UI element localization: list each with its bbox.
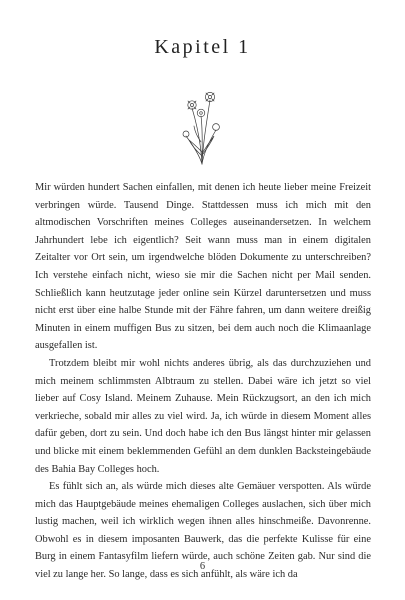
- paragraph: Mir würden hundert Sachen einfallen, mit denen ich heute lieber meine Freizeit verbringen würde. Tausend Dinge. Stattdessen muss ich mich mit den altmodischen Vorschriften meines Colleges auseinandersetzen. In welchem Jahrhundert lebe ich eigentlich? Seit wann muss man in einem digitalen Zeitalter vor Ort sein, um irgendwelche blöden Dokumente zu unterschreiben? Ich verstehe einfach nicht, wieso sie mir die Sachen nicht per Mail senden. Schließlich kann heutzutage jeder online sein Kürzel daruntersetzen und muss nicht erst über eine halbe Stunde mit der Fähre fahren, um dann weitere dreißig Minuten in einem muffigen Bus zu sitzen, bei dem auch noch die Klimaanlage ausgefallen ist.: [35, 182, 371, 352]
- paragraph: Trotzdem bleibt mir wohl nichts anderes übrig, als das durchzuziehen und mich meinem schlimmsten Albtraum zu stellen. Dabei wäre ich jetzt so viel lieber auf Cosy Island. Meinem Zuhause. Mein Rückzugsort, an den ich mich verkrieche, sobald mir alles zu viel wird. Ja, ich würde in diesem Moment alles dafür geben, dort zu sein. Und doch habe ich den Bus längst hinter mir gelassen und blicke mit einem beklemmenden Gefühl an dem dunklen Backsteingebäude des Bahia Bay Colleges hoch.: [35, 357, 371, 475]
- page-number: 6: [199, 561, 206, 572]
- chapter-body: [35, 179, 371, 584]
- wildflowers-icon: [180, 86, 224, 166]
- paragraph: Es fühlt sich an, als würde mich dieses alte Gemäuer verspotten. Als würde mich das Hauptgebäude meines ehemaligen Colleges auslachen, sich über mich lustig machen, weil ich wirklich wegen ihnen alles hinschmeiße. Davonrenne. Obwohl es in diesem imposanten Bauwerk, das die perfekte Kulisse für eine Burg in einem Fantasyfilm liefern würde, auch schöne Zeiten gab. Nur sind die viel zu lange her. So lange, dass es sich anfühlt, als wäre ich da: [35, 481, 371, 581]
- chapter-title: Kapitel 1: [154, 36, 251, 58]
